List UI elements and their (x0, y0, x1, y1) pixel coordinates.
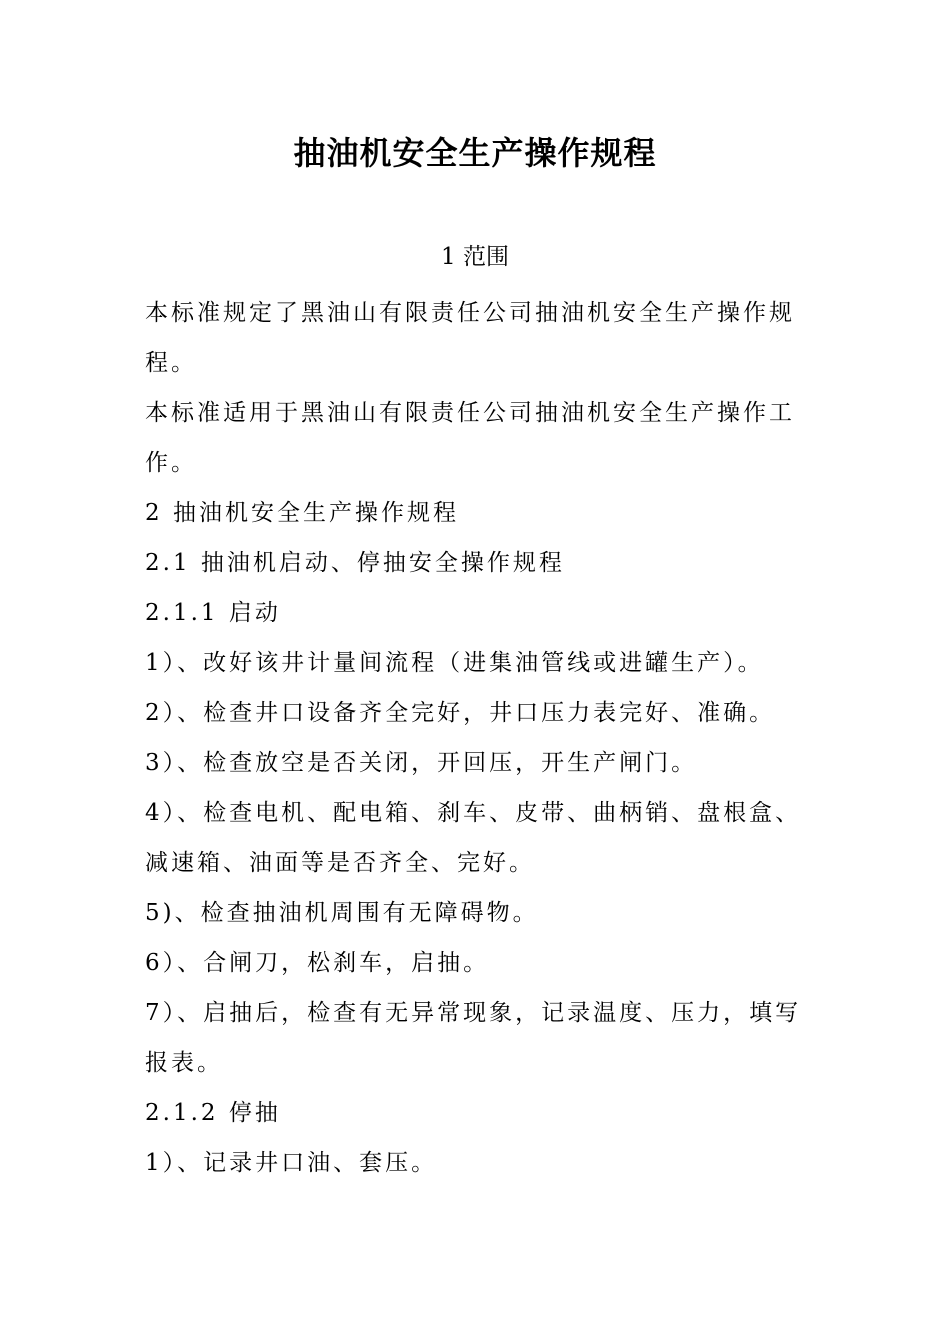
list-item: 1）、改好该井计量间流程（进集油管线或进罐生产）。 (145, 650, 764, 676)
section-1-heading: 1 范围 (441, 244, 509, 270)
section-2-heading: 2 抽油机安全生产操作规程 (145, 500, 459, 526)
list-item: 1）、记录井口油、套压。 (145, 1150, 438, 1176)
paragraph-scope-definition: 本标准规定了黑油山有限责任公司抽油机安全生产操作规程。 (145, 300, 795, 376)
list-item: 5)、检查抽油机周围有无障碍物。 (145, 900, 539, 926)
section-2-1-1-heading: 2.1.1 启动 (145, 600, 281, 626)
list-item: 4）、检查电机、配电箱、刹车、皮带、曲柄销、盘根盒、减速箱、油面等是否齐全、完好。 (145, 800, 802, 876)
list-item: 3）、检查放空是否关闭，开回压，开生产闸门。 (145, 750, 698, 776)
document-title: 抽油机安全生产操作规程 (293, 134, 657, 172)
section-2-1-2-heading: 2.1.2 停抽 (145, 1100, 281, 1126)
section-2-1-heading: 2.1 抽油机启动、停抽安全操作规程 (145, 550, 565, 576)
list-item: 2）、检查井口设备齐全完好，井口压力表完好、准确。 (145, 700, 776, 726)
document-body (145, 288, 807, 1188)
list-item: 6）、合闸刀，松刹车，启抽。 (145, 950, 490, 976)
list-item: 7）、启抽后，检查有无异常现象，记录温度、压力，填写报表。 (145, 1000, 802, 1076)
paragraph-scope-applicability: 本标准适用于黑油山有限责任公司抽油机安全生产操作工作。 (145, 400, 795, 476)
